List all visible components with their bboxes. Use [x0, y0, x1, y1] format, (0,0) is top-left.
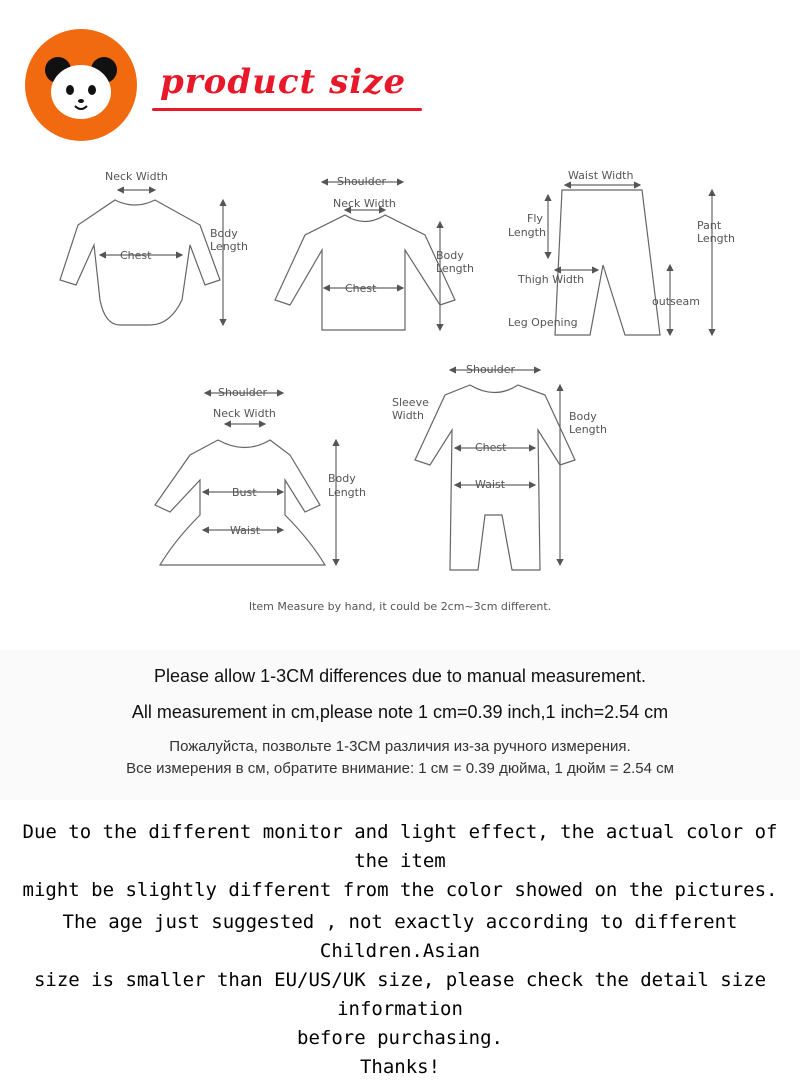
- notice-line-2: All measurement in cm,please note 1 cm=0.39 inch,1 inch=2.54 cm: [131, 702, 669, 722]
- label-bust: Bust: [232, 486, 257, 499]
- label-waist-width: Waist Width: [568, 169, 634, 182]
- label-pant-length: Length: [697, 232, 735, 245]
- notice-line-1: Please allow 1-3CM differences due to manual measurement.: [154, 666, 646, 686]
- age-line-2: size is smaller than EU/US/UK size, please check the detail size information: [33, 969, 767, 1020]
- pants-diagram: [548, 185, 712, 335]
- label-waist: Waist: [230, 524, 261, 537]
- thanks-text: Thanks!: [359, 1056, 441, 1078]
- label-neck-width: Neck Width: [333, 197, 396, 210]
- label-chest: Chest: [475, 441, 507, 454]
- label-neck-width: Neck Width: [105, 170, 168, 183]
- monitor-line-2: might be slightly different from the color showed on the pictures.: [22, 879, 778, 901]
- label-outseam: outseam: [652, 295, 700, 308]
- label-shoulder: Shoulder: [337, 175, 386, 188]
- label-thigh-width: Thigh Width: [518, 273, 585, 286]
- monitor-disclaimer: [0, 818, 800, 905]
- measure-note: Item Measure by hand, it could be 2cm~3cm different.: [248, 600, 552, 613]
- label-shoulder: Shoulder: [466, 363, 515, 376]
- label-body-length: Body: [436, 249, 464, 262]
- label-shoulder: Shoulder: [218, 386, 267, 399]
- label-body-length: Body: [569, 410, 597, 423]
- label-body-length: Body: [328, 472, 356, 485]
- age-disclaimer: [0, 908, 800, 1082]
- label-sleeve-width: Sleeve: [392, 396, 429, 409]
- size-diagrams: [0, 150, 800, 620]
- label-waist: Waist: [475, 478, 506, 491]
- label-body-length: Length: [210, 240, 248, 253]
- label-body-length: Length: [436, 262, 474, 275]
- label-fly-length: Length: [508, 226, 546, 239]
- label-body-length: Length: [569, 423, 607, 436]
- label-body-length: Body: [210, 227, 238, 240]
- notice-line-3: Пожалуйста, позвольте 1-3CM различия из-за ручного измерения.: [169, 738, 631, 755]
- label-pant-length: Pant: [697, 219, 722, 232]
- romper-diagram: [415, 370, 575, 570]
- panda-logo-icon: [22, 26, 140, 144]
- page-header: [0, 0, 800, 140]
- age-line-3: before purchasing.: [297, 1027, 503, 1049]
- label-sleeve-width: Width: [392, 409, 424, 422]
- label-fly-length: Fly: [527, 212, 543, 225]
- title-underline: [152, 108, 422, 111]
- page-title: product size: [160, 62, 407, 102]
- label-chest: Chest: [345, 282, 377, 295]
- monitor-line-1: Due to the different monitor and light effect, the actual color of the item: [22, 821, 778, 872]
- age-line-1: The age just suggested , not exactly according to different Children.Asian: [62, 911, 738, 962]
- label-chest: Chest: [120, 249, 152, 262]
- notice-line-4: Все измерения в см, обратите внимание: 1 см = 0.39 дюйма, 1 дюйм = 2.54 см: [126, 760, 674, 777]
- label-leg-opening: Leg Opening: [508, 316, 578, 329]
- label-neck-width: Neck Width: [213, 407, 276, 420]
- label-body-length: Length: [328, 486, 366, 499]
- notice-block: [0, 650, 800, 800]
